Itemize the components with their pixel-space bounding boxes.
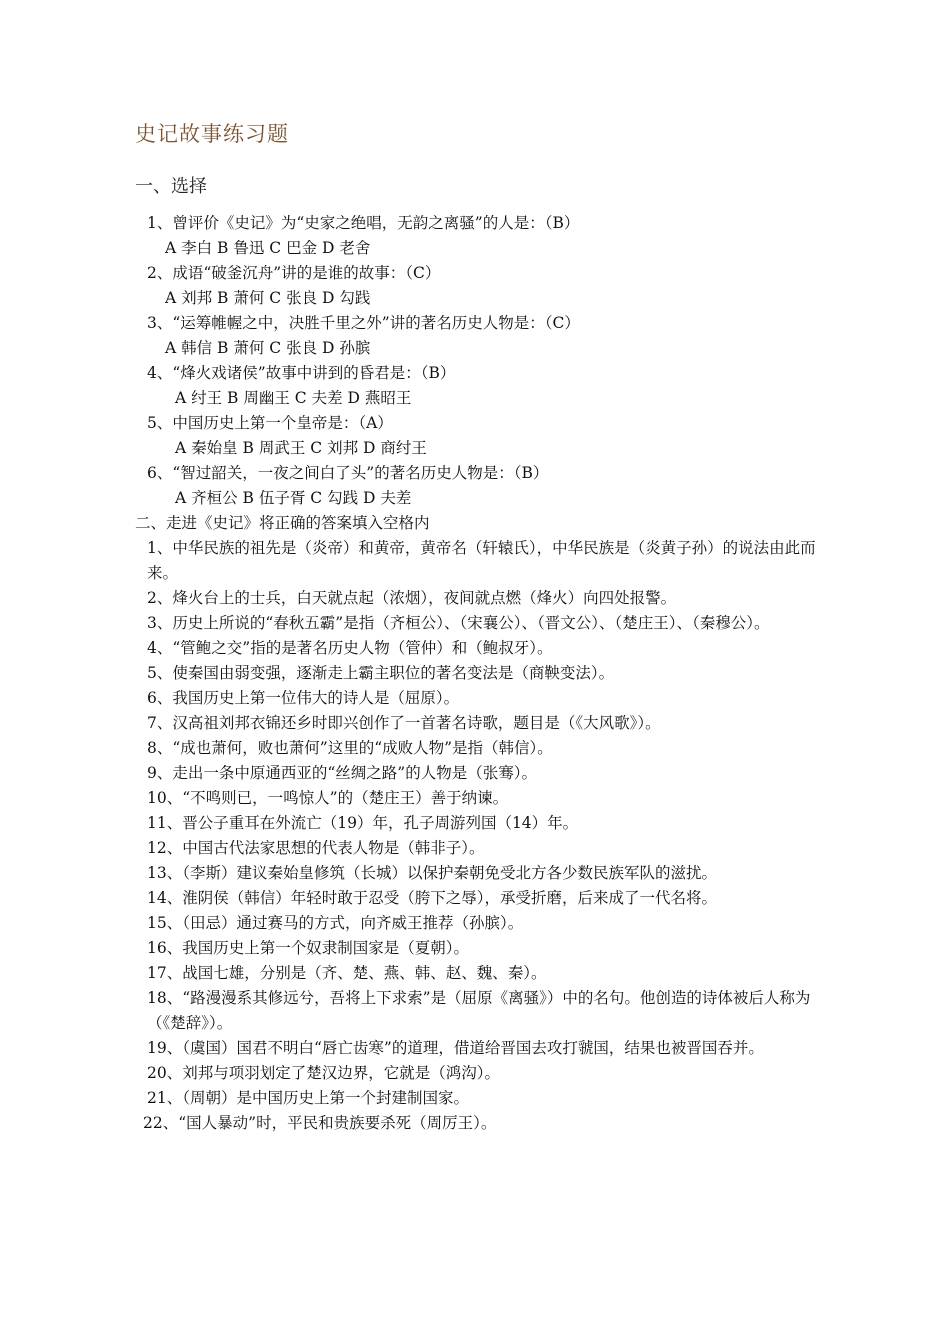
fill-item-18: 18、“路漫漫系其修远兮，吾将上下求索”是（屈原《离骚》）中的名句。他创造的诗体被后人称为（《楚辞》）。 [147,989,811,1032]
fill-item-4: 4、“管鲍之交”指的是著名历史人物（管仲）和（鲍叔牙）。 [147,639,553,657]
fill-item-20: 20、刘邦与项羽划定了楚汉边界，它就是（鸿沟）。 [147,1064,500,1082]
question-5-options: A 秦始皇 B 周武王 C 刘邦 D 商纣王 [175,439,427,457]
question-2: 2、成语“破釜沉舟”讲的是谁的故事：（C） [147,264,441,282]
question-1-options: A 李白 B 鲁迅 C 巴金 D 老舍 [165,239,371,257]
question-2-options: A 刘邦 B 萧何 C 张良 D 勾践 [165,289,371,307]
fill-item-22: 22、“国人暴动”时，平民和贵族要杀死（周厉王）。 [143,1114,497,1132]
fill-item-11: 11、晋公子重耳在外流亡（19）年，孔子周游列国（14）年。 [147,814,579,832]
fill-item-13: 13、（李斯）建议秦始皇修筑（长城）以保护秦朝免受北方各少数民族军队的滋扰。 [147,864,717,882]
fill-item-12: 12、中国古代法家思想的代表人物是（韩非子）。 [147,839,485,857]
question-6: 6、“智过韶关，一夜之间白了头”的著名历史人物是：（B） [147,464,549,482]
fill-item-16: 16、我国历史上第一个奴隶制国家是（夏朝）。 [147,939,469,957]
fill-item-17: 17、战国七雄，分别是（齐、楚、燕、韩、赵、魏、秦）。 [147,964,547,982]
fill-item-9: 9、走出一条中原通西亚的“丝绸之路”的人物是（张骞）。 [147,764,537,782]
fill-item-10: 10、“不鸣则已，一鸣惊人”的（楚庄王）善于纳谏。 [147,789,509,807]
question-6-options: A 齐桓公 B 伍子胥 C 勾践 D 夫差 [175,489,412,507]
fill-item-1: 1、中华民族的祖先是（炎帝）和黄帝，黄帝名（轩辕氏），中华民族是（炎黄子孙）的说法由此而来。 [147,539,816,582]
fill-item-15: 15、（田忌）通过赛马的方式，向齐威王推荐（孙膑）。 [147,914,524,932]
question-3: 3、“运筹帷幄之中，决胜千里之外”讲的著名历史人物是：（C） [147,314,580,332]
fill-item-3: 3、历史上所说的“春秋五霸”是指（齐桓公）、（宋襄公）、（晋文公）、（楚庄王）、（秦穆公）。 [147,614,770,632]
fill-item-5: 5、使秦国由弱变强，逐渐走上霸主职位的著名变法是（商鞅变法）。 [147,664,615,682]
question-4-options: A 纣王 B 周幽王 C 夫差 D 燕昭王 [175,389,412,407]
fill-item-7: 7、汉高祖刘邦衣锦还乡时即兴创作了一首著名诗歌，题目是（《大风歌》）。 [147,714,661,732]
question-1: 1、曾评价《史记》为“史家之绝唱，无韵之离骚”的人是：（B） [147,214,580,232]
question-4: 4、“烽火戏诸侯”故事中讲到的昏君是：（B） [147,364,456,382]
document-body [135,211,817,1136]
fill-item-2: 2、烽火台上的士兵，白天就点起（浓烟），夜间就点燃（烽火）向四处报警。 [147,589,677,607]
fill-item-21: 21、（周朝）是中国历史上第一个封建制国家。 [147,1089,469,1107]
document-title: 史记故事练习题 [135,122,289,146]
fill-item-19: 19、（虞国）国君不明白“唇亡齿寒”的道理，借道给晋国去攻打虢国，结果也被晋国吞并。 [147,1039,764,1057]
section-heading-choice: 一、选择 [135,176,207,197]
question-5: 5、中国历史上第一个皇帝是：（A） [147,414,393,432]
fill-item-8: 8、“成也萧何，败也萧何”这里的“成败人物”是指（韩信）。 [147,739,553,757]
fill-item-6: 6、我国历史上第一位伟大的诗人是（屈原）。 [147,689,460,707]
fill-item-14: 14、淮阴侯（韩信）年轻时敢于忍受（胯下之辱），承受折磨，后来成了一代名将。 [147,889,717,907]
section-heading-fill: 二、走进《史记》将正确的答案填入空格内 [135,514,430,532]
question-3-options: A 韩信 B 萧何 C 张良 D 孙膑 [165,339,371,357]
